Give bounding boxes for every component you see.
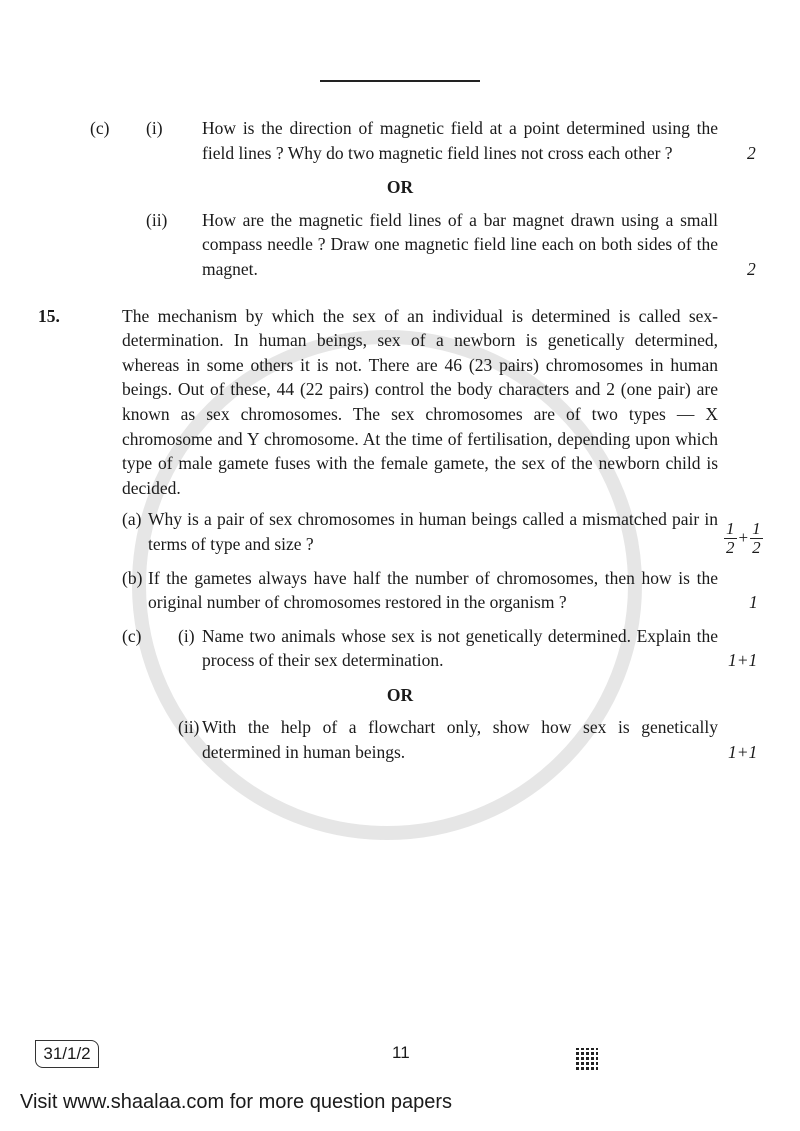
q15b-marks: 1 bbox=[749, 592, 758, 613]
q15b-row bbox=[0, 566, 800, 615]
q15a-marks bbox=[718, 520, 763, 557]
fraction-denominator: 2 bbox=[726, 537, 735, 557]
fraction-denominator: 2 bbox=[752, 537, 761, 557]
q14c-i-marks: 2 bbox=[747, 142, 756, 163]
question-content bbox=[0, 116, 800, 765]
paper-code: 31/1/2 bbox=[35, 1040, 99, 1068]
q14c-ii-label: (ii) bbox=[146, 209, 168, 230]
q15c-ii-row bbox=[0, 715, 800, 764]
q14c-ii-marks: 2 bbox=[747, 258, 756, 279]
or-divider: OR bbox=[386, 684, 414, 705]
q14c-i-row bbox=[0, 116, 800, 165]
plus-sign: + bbox=[738, 527, 749, 547]
q15a-row bbox=[0, 507, 800, 556]
q14c-i-label: (i) bbox=[146, 118, 163, 138]
q15c-ii-marks: 1+1 bbox=[728, 742, 758, 763]
q15-row bbox=[0, 304, 800, 501]
top-rule bbox=[320, 80, 480, 82]
fraction-numerator: 1 bbox=[726, 518, 735, 538]
fraction-numerator: 1 bbox=[752, 518, 761, 538]
q14c-i-text: How is the direction of magnetic field at a point determined using the field lines ? Why do two magnetic field lines not cross each other ? bbox=[202, 118, 718, 163]
q14c-ii-text: How are the magnetic field lines of a bar magnet drawn using a small compass needle ? Draw one magnetic field line each on both sides of the magnet. bbox=[202, 209, 718, 279]
q15c-i-marks: 1+1 bbox=[728, 650, 758, 671]
q15b-text: If the gametes always have half the number of chromosomes, then how is the original number of chromosomes restored in the organism ? bbox=[148, 567, 718, 613]
q15a-label: (a) bbox=[122, 509, 142, 530]
q15c-label: (c) bbox=[122, 625, 142, 646]
q15b-label: (b) bbox=[122, 567, 143, 588]
or-divider: OR bbox=[386, 177, 414, 198]
q15c-ii-text: With the help of a flowchart only, show how sex is genetically determined in human beings. bbox=[202, 717, 718, 763]
q15-passage: The mechanism by which the sex of an individual is determined is called sex-determination. In human beings, sex of a newborn is genetically determined, whereas in some others it is not. There are 46 (23 pairs) chromosomes in human beings. Out of these, 44 (22 pairs) control the body characters and 2 (one pair) are known as sex chromosomes. The sex chromosomes are of two types — X chromosome and Y chromosome. At the time of fertilisation, depending upon which type of male gamete fuses with the female gamete, the sex of the newborn child is decided. bbox=[122, 305, 718, 498]
page-number: 11 bbox=[392, 1043, 410, 1062]
q15-number: 15. bbox=[38, 305, 60, 326]
q15c-i-text: Name two animals whose sex is not genetically determined. Explain the process of their sex determination. bbox=[202, 625, 718, 671]
q15c-ii-label: (ii) bbox=[178, 717, 200, 738]
q15c-i-label: (i) bbox=[178, 625, 195, 646]
visit-link-text[interactable]: Visit www.shaalaa.com for more question papers bbox=[20, 1091, 453, 1113]
qr-code-icon bbox=[576, 1048, 598, 1070]
q14c-ii-row bbox=[0, 208, 800, 282]
q14c-label: (c) bbox=[90, 118, 110, 138]
q15c-i-row bbox=[0, 624, 800, 673]
q15a-text: Why is a pair of sex chromosomes in human beings called a mismatched pair in terms of type and size ? bbox=[148, 509, 718, 554]
